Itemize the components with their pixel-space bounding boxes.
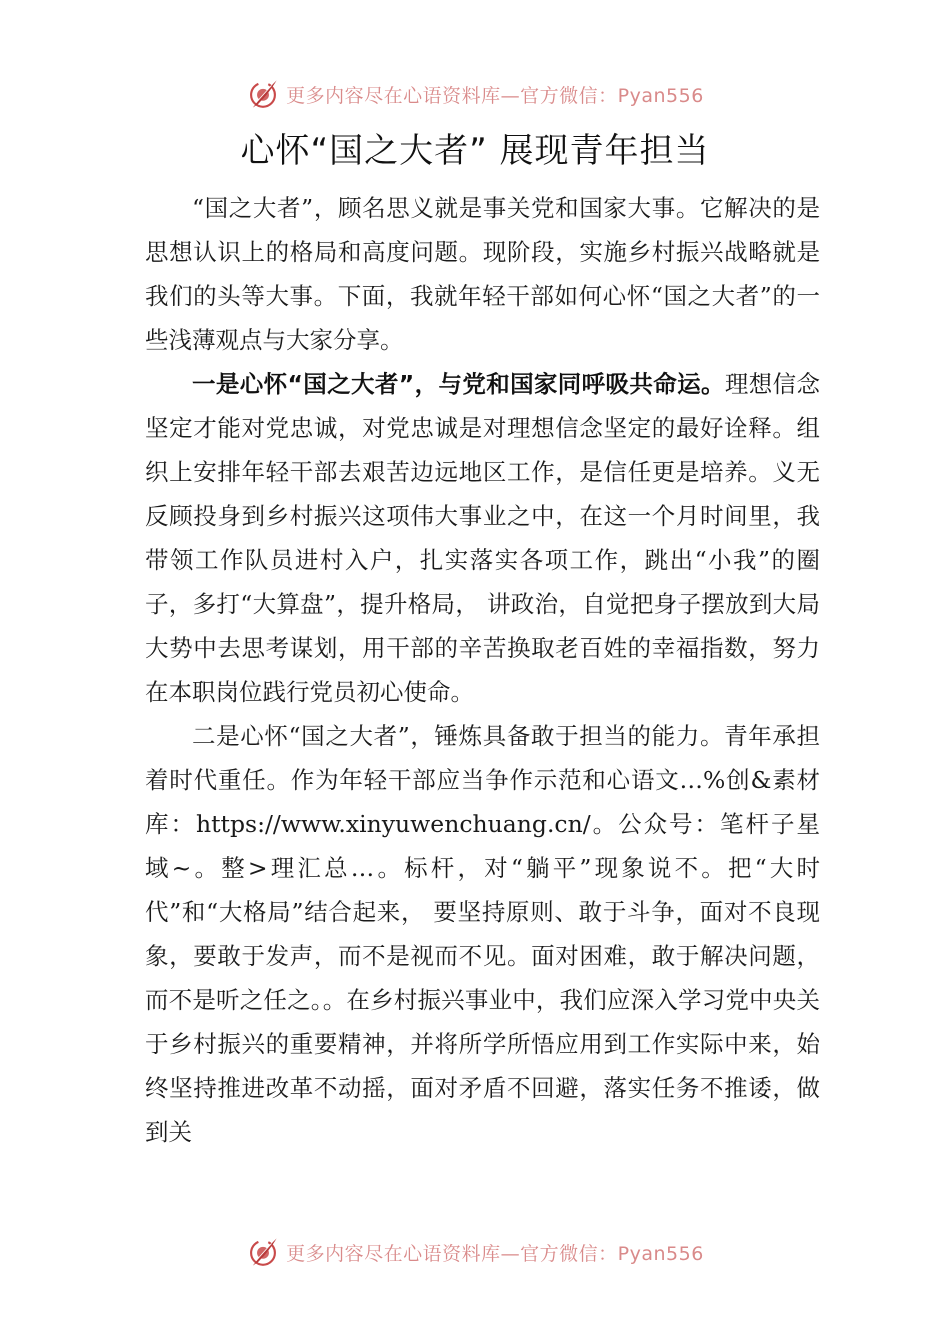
footer-watermark [0, 1232, 950, 1272]
document-title: 心怀“国之大者” 展现青年担当 [240, 131, 710, 171]
watermark-label: 更多内容尽在心语资料库—官方微信： [286, 1242, 618, 1265]
quill-seal-icon [246, 1235, 280, 1269]
document-body [145, 186, 820, 1154]
watermark-text [286, 1239, 704, 1266]
paragraph-2-text: 理想信念坚定才能对党忠诚，对党忠诚是对理想信念坚定的最好诠释。组织上安排年轻干部去艰苦边远地区工作，是信任更是培养。义无反顾投身到乡村振兴这项伟大事业之中，在这一个月时间里，我带领工作队员进村入户，扎实落实各项工作，跳出“小我”的圈子，多打“大算盘”，提升格局， 讲政治，自觉把身子摆放到大局大势中去思考谋划，用干部的辛苦换取老百姓的幸福指数，努力在本职岗位践行党员初心使命。 [145, 370, 820, 706]
paragraph-1-text: “国之大者”，顾名思义就是事关党和国家大事。它解决的是思想认识上的格局和高度问题。现阶段，实施乡村振兴战略就是我们的头等大事。下面，我就年轻干部如何心怀“国之大者”的一些浅薄观点与大家分享。 [145, 194, 820, 354]
watermark-wechat-id: Pyan556 [617, 84, 704, 107]
paragraph-2 [145, 362, 820, 714]
paragraph-1 [145, 186, 820, 362]
paragraph-3 [145, 714, 820, 1154]
paragraph-3-text: 二是心怀“国之大者”，锤炼具备敢于担当的能力。青年承担着时代重任。作为年轻干部应当争作示范和心语文…%创&素材库：https://www.xinyuwenchuang.cn/。公众号：笔杆子星域~。整>理汇总…。标杆，对“躺平”现象说不。把“大时代”和“大格局”结合起来， 要坚持原则、敢于斗争，面对不良现象，要敢于发声，而不是视而不见。面对困难，敢于解决问题，而不是听之任之。。在乡村振兴事业中，我们应深入学习党中央关于乡村振兴的重要精神，并将所学所悟应用到工作实际中来，始终坚持推进改革不动摇，面对矛盾不回避，落实任务不推诿，做到关 [145, 722, 820, 1146]
watermark-label: 更多内容尽在心语资料库—官方微信： [286, 84, 618, 107]
watermark-wechat-id: Pyan556 [617, 1242, 704, 1265]
header-watermark [0, 74, 950, 114]
quill-seal-icon [246, 77, 280, 111]
watermark-text [286, 81, 704, 108]
paragraph-2-lead: 一是心怀“国之大者”，与党和国家同呼吸共命运。 [192, 370, 725, 398]
